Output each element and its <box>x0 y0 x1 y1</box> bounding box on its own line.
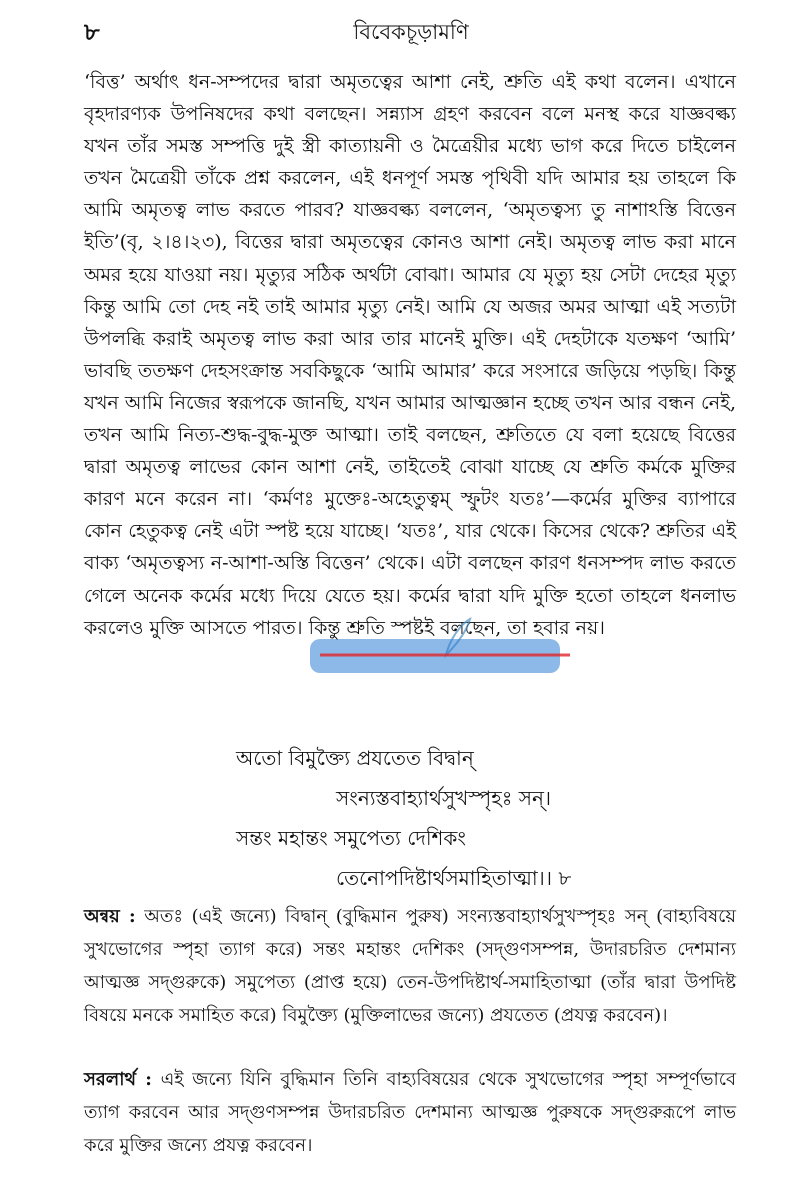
running-title: বিবেকচূড়ামণি <box>353 20 469 44</box>
anvaya-section <box>84 900 736 1032</box>
verse-line-4: তেনোপদিষ্টার্থসমাহিতাত্মা।। ৮ <box>336 866 572 890</box>
verse-line-2: সংন্যস্তবাহ্যার্থসুখস্পৃহঃ সন্। <box>336 786 552 810</box>
saralartha-section <box>84 1063 736 1162</box>
saralartha-text: এই জন্যে যিনি বুদ্ধিমান তিনি বাহ্যবিষয়ের থেকে সুখভোগের স্পৃহা সম্পূর্ণভাবে ত্যাগ করবেন আর সদ্গুণসম্পন্ন উদারচরিত দেশমান্য আত্মজ্ঞ পুরুষকে সদ্গুরুরূপে লাভ করে মুক্তির জন্যে প্রযত্ন করবেন। <box>84 1069 736 1156</box>
page-number: ৮ <box>84 17 100 46</box>
verse-line-3: সন্তং মহান্তং সমুপেত্য দেশিকং <box>236 826 466 850</box>
saralartha-label: সরলার্থ : <box>84 1069 152 1090</box>
anvaya-text: অতঃ (এই জন্যে) বিদ্বান্ (বুদ্ধিমান পুরুষ) সংন্যস্তবাহ্যার্থসুখস্পৃহঃ সন্ (বাহ্যবিষয়ে সুখভোগের স্পৃহা ত্যাগ করে) সন্তং মহান্তং দেশিকং (সদ্গুণসম্পন্ন, উদারচরিত দেশমান্য আত্মজ্ঞ সদ্গুরুকে) সমুপেত্য (প্রাপ্ত হয়ে) তেন-উপদিষ্টার্থ-সমাহিতাত্মা (তাঁর দ্বারা উপদিষ্ট বিষয়ে মনকে সমাহিত করে) বিমুক্ত্যৈ (মুক্তিলাভের জন্যে) প্রযতেত (প্রযত্ন করবেন)। <box>84 906 736 1026</box>
sanskrit-verse <box>236 738 756 898</box>
anvaya-label: অন্বয় : <box>84 906 136 927</box>
commentary-paragraph: ‘বিত্ত’ অর্থাৎ ধন-সম্পদের দ্বারা অমৃতত্বের আশা নেই, শ্রুতি এই কথা বলেন। এখানে বৃহদারণ্যক উপনিষদের কথা বলছেন। সন্ন্যাস গ্রহণ করবেন বলে মনস্থ করে যাজ্ঞবল্ক্য যখন তাঁর সমস্ত সম্পত্তি দুই স্ত্রী কাত্যায়নী ও মৈত্রেয়ীর মধ্যে ভাগ করে দিতে চাইলেন তখন মৈত্রেয়ী তাঁকে প্রশ্ন করলেন, এই ধনপূর্ণ সমস্ত পৃথিবী যদি আমার হয় তাহলে কি আমি অমৃতত্ব লাভ করতে পারব? যাজ্ঞবল্ক্য বললেন, ‘অমৃতত্বস্য তু নাশাঽস্তি বিত্তেন ইতি’(বৃ, ২।৪।২৩), বিত্তের দ্বারা অমৃতত্বের কোনও আশা নেই। অমৃতত্ব লাভ করা মানে অমর হয়ে যাওয়া নয়। মৃত্যুর সঠিক অর্থটা বোঝা। আমার যে মৃত্যু হয় সেটা দেহের মৃত্যু কিন্তু আমি তো দেহ নই তাই আমার মৃত্যু নেই। আমি যে অজর অমর আত্মা এই সত্যটা উপলব্ধি করাই অমৃতত্ব লাভ করা আর তার মানেই মুক্তি। এই দেহটাকে যতক্ষণ ‘আমি’ ভাবছি ততক্ষণ দেহসংক্রান্ত সবকিছুকে ‘আমি আমার’ করে সংসারে জড়িয়ে পড়ছি। কিন্তু যখন আমি নিজের স্বরূপকে জানছি, যখন আমার আত্মজ্ঞান হচ্ছে তখন আর বন্ধন নেই, তখন আমি নিত্য-শুদ্ধ-বুদ্ধ-মুক্ত আত্মা। তাই বলছেন, শ্রুতিতে যে বলা হয়েছে বিত্তের দ্বারা অমৃতত্ব লাভের কোন আশা নেই, তাইতেই বোঝা যাচ্ছে যে শ্রুতি কর্মকে মুক্তির কারণ মনে করেন না। ‘কর্মণঃ মুক্তেঃ-অহেতুত্বম্ স্ফুটং যতঃ’—কর্মের মুক্তির ব্যাপারে কোন হেতুকত্ব নেই এটা স্পষ্ট হয়ে যাচ্ছে। ‘যতঃ’, যার থেকে। কিসের থেকে? শ্রুতির এই বাক্য ‘অমৃতত্বস্য ন-আশা-অস্তি বিত্তেন’ থেকে। এটা বলছেন কারণ ধনসম্পদ লাভ করতে গেলে অনেক কর্মের মধ্যে দিয়ে যেতে হয়। কর্মের দ্বারা যদি মুক্তি হতো তাহলে ধনলাভ করলেও মুক্তি আসতে পারত। কিন্তু শ্রুতি স্পষ্টই বলছেন, তা হবার নয়। <box>84 71 736 639</box>
verse-line-1: অতো বিমুক্ত্যৈ প্রযতেত বিদ্বান্ <box>236 746 474 770</box>
page-header <box>84 14 738 48</box>
